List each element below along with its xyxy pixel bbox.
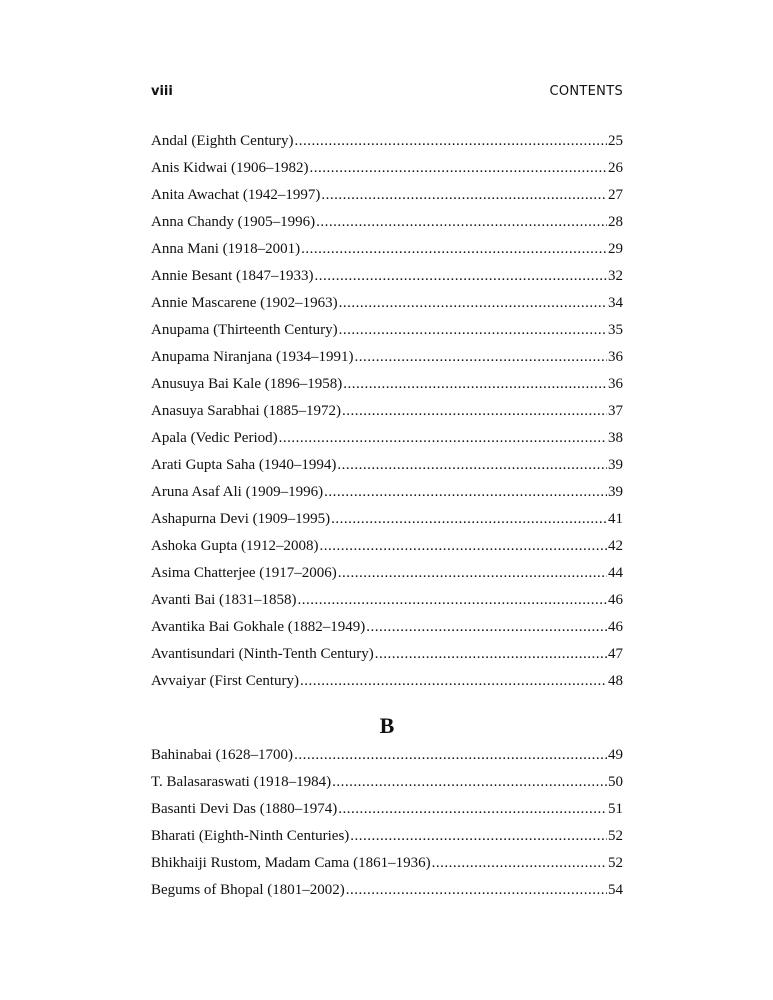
dot-leader [332,769,607,796]
toc-entry-page: 46 [608,619,623,635]
dot-leader [338,560,607,587]
toc-entry [151,877,623,904]
toc-entry-title: Aruna Asaf Ali (1909–1996) [151,484,324,500]
dot-leader [301,236,607,263]
running-head: CONTENTS [549,84,623,99]
dot-leader [346,877,607,904]
page-number: viii [151,84,173,99]
toc-entry-page: 36 [608,376,623,392]
toc-entry-title: Avvaiyar (First Century) [151,673,300,689]
toc-entry-title: Apala (Vedic Period) [151,430,278,446]
toc-entry-title: Anita Awachat (1942–1997) [151,187,321,203]
toc-entry-title: Ashapurna Devi (1909–1995) [151,511,331,527]
toc-entry-title: Anis Kidwai (1906–1982) [151,160,309,176]
dot-leader [366,614,607,641]
toc-entry-page: 36 [608,349,623,365]
toc-entry [151,182,623,209]
toc-entry-page: 37 [608,403,623,419]
toc-entry-title: Andal (Eighth Century) [151,133,294,149]
toc-entry-title: Annie Besant (1847–1933) [151,268,314,284]
toc-entry-page: 52 [608,855,623,871]
toc-entry-page: 32 [608,268,623,284]
toc-entry-page: 29 [608,241,623,257]
toc-entry-title: Annie Mascarene (1902–1963) [151,295,338,311]
toc-entry-page: 50 [608,774,623,790]
dot-leader [310,155,608,182]
toc-entry-title: Anupama (Thirteenth Century) [151,322,338,338]
dot-leader [319,533,607,560]
dot-leader [432,850,607,877]
toc-entry [151,641,623,668]
toc-entry-page: 44 [608,565,623,581]
dot-leader [331,506,607,533]
toc-entry-page: 54 [608,882,623,898]
toc-entry-page: 27 [608,187,623,203]
toc-section-a [151,128,623,695]
toc-entry-page: 28 [608,214,623,230]
toc-entry [151,155,623,182]
toc-entry-title: Anupama Niranjana (1934–1991) [151,349,354,365]
dot-leader [375,641,607,668]
toc-entry [151,479,623,506]
toc-entry-page: 39 [608,484,623,500]
toc-entry-page: 47 [608,646,623,662]
toc-entry-page: 34 [608,295,623,311]
toc-entry-title: Ashoka Gupta (1912–2008) [151,538,319,554]
toc-entry-page: 48 [608,673,623,689]
toc-entry [151,371,623,398]
toc-entry-title: Bharati (Eighth-Ninth Centuries) [151,828,350,844]
toc-entry-title: Begums of Bhopal (1801–2002) [151,882,345,898]
toc-entry [151,587,623,614]
dot-leader [314,263,607,290]
toc-entry-page: 42 [608,538,623,554]
toc-entry-page: 46 [608,592,623,608]
toc-entry [151,290,623,317]
dot-leader [298,587,607,614]
dot-leader [343,371,607,398]
toc-entry-page: 51 [608,801,623,817]
toc-entry [151,209,623,236]
toc-entry [151,344,623,371]
dot-leader [324,479,607,506]
toc-entry-page: 25 [608,133,623,149]
toc-entry-title: T. Balasaraswati (1918–1984) [151,774,332,790]
toc-entry [151,398,623,425]
dot-leader [300,668,607,695]
dot-leader [350,823,607,850]
dot-leader [339,317,607,344]
toc-section-b [151,742,623,904]
toc-entry [151,823,623,850]
toc-entry [151,263,623,290]
toc-entry-title: Anasuya Sarabhai (1885–1972) [151,403,341,419]
toc-entry [151,452,623,479]
toc-entry-page: 26 [608,160,623,176]
dot-leader [339,290,607,317]
toc-entry-title: Arati Gupta Saha (1940–1994) [151,457,337,473]
dot-leader [316,209,607,236]
toc-entry-page: 38 [608,430,623,446]
toc-entry-page: 35 [608,322,623,338]
dot-leader [294,128,607,155]
toc-entry-page: 41 [608,511,623,527]
toc-entry-page: 49 [608,747,623,763]
toc-entry [151,668,623,695]
dot-leader [337,452,607,479]
dot-leader [342,398,607,425]
toc-entry-page: 39 [608,457,623,473]
toc-entry [151,533,623,560]
toc-entry [151,425,623,452]
toc-entry [151,850,623,877]
dot-leader [321,182,607,209]
toc-entry [151,796,623,823]
toc-entry-title: Anna Mani (1918–2001) [151,241,301,257]
dot-leader [354,344,607,371]
toc-entry [151,236,623,263]
toc-entry-page: 52 [608,828,623,844]
dot-leader [294,742,607,769]
toc-entry-title: Bahinabai (1628–1700) [151,747,294,763]
toc-entry [151,614,623,641]
toc-entry-title: Basanti Devi Das (1880–1974) [151,801,338,817]
toc-entry [151,769,623,796]
toc-entry-title: Avanti Bai (1831–1858) [151,592,297,608]
dot-leader [279,425,607,452]
toc-entry [151,128,623,155]
toc-entry-title: Avantika Bai Gokhale (1882–1949) [151,619,366,635]
toc-entry-title: Anusuya Bai Kale (1896–1958) [151,376,343,392]
toc-entry [151,506,623,533]
toc-entry-title: Bhikhaiji Rustom, Madam Cama (1861–1936) [151,855,431,871]
toc-entry-title: Avantisundari (Ninth-Tenth Century) [151,646,374,662]
toc-entry [151,742,623,769]
dot-leader [338,796,607,823]
toc-entry [151,560,623,587]
toc-entry-title: Anna Chandy (1905–1996) [151,214,316,230]
section-letter-b: B [379,713,395,738]
toc-entry [151,317,623,344]
toc-entry-title: Asima Chatterjee (1917–2006) [151,565,337,581]
